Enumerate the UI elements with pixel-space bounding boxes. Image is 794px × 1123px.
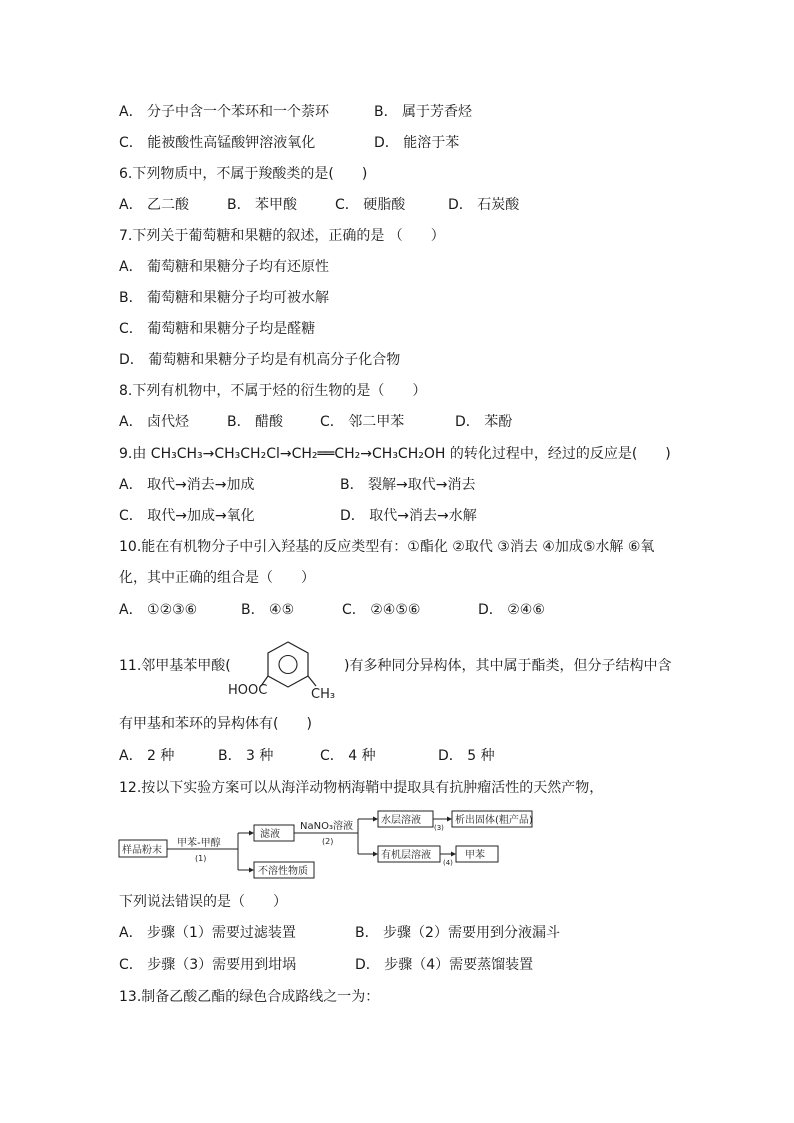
q6-option-a: A． 乙二酸 (119, 197, 190, 213)
q12-question: 下列说法错误的是（ ） (119, 894, 287, 910)
q12-option-a: A． 步骤（1）需要过滤装置 (119, 925, 296, 941)
q5-option-b: B． 属于芳香烃 (374, 104, 473, 120)
label-step4: (4) (443, 859, 453, 867)
q6-option-c: C． 硬脂酸 (335, 197, 406, 213)
q10-option-c: C． ②④⑤⑥ (342, 602, 421, 618)
q5-option-a: A． 分子中含一个苯环和一个萘环 (119, 104, 330, 120)
q8-option-c: C． 邻二甲苯 (320, 414, 405, 430)
label-solid-product: 析出固体(粗产品) (455, 815, 533, 826)
benzene-ring (268, 642, 308, 687)
q9-option-d: D． 取代→消去→水解 (340, 508, 477, 524)
q7-option-a: A． 葡萄糖和果糖分子均有还原性 (119, 259, 330, 275)
q11-stem-after: )有多种同分异构体，其中属于酯类，但分子结构中含 (344, 658, 672, 674)
label-aqueous: 水层溶液 (381, 815, 421, 826)
q10-option-a: A． ①②③⑥ (119, 602, 198, 618)
q8-stem: 8.下列有机物中，不属于烃的衍生物的是（ ） (119, 383, 427, 399)
q10-option-d: D． ②④⑥ (478, 602, 545, 618)
aromatic-circle (279, 656, 297, 674)
bond-methyl (308, 676, 316, 686)
ch3-label: CH₃ (311, 687, 336, 702)
extraction-flow-diagram (118, 806, 533, 882)
q11-option-a: A． 2 种 (119, 748, 175, 764)
arrowhead-organic (373, 852, 378, 857)
q9-stem: 9.由 CH₃CH₃→CH₃CH₂Cl→CH₂══CH₂→CH₃CH₂OH 的转化过程中，经过的反应是( ) (119, 446, 671, 462)
q12-stem: 12.按以下实验方案可以从海洋动物柄海鞘中提取具有抗肿瘤活性的天然产物， (119, 780, 604, 796)
q5-option-d: D． 能溶于苯 (374, 135, 460, 151)
arrowhead-insoluble (249, 868, 254, 873)
label-sample-powder: 样品粉末 (122, 845, 162, 856)
q11-option-c: C． 4 种 (320, 748, 376, 764)
q9-option-c: C． 取代→加成→氧化 (119, 508, 255, 524)
label-reagent2: NaNO₃溶液 (300, 821, 353, 832)
q9-option-a: A． 取代→消去→加成 (119, 477, 255, 493)
q10-stem-line1: 10.能在有机物分子中引入羟基的反应类型有：①酯化 ②取代 ③消去 ④加成⑤水解 ⑥氧 (119, 539, 655, 555)
arrowhead-filtrate (249, 831, 254, 836)
label-organic: 有机层溶液 (381, 850, 431, 861)
q10-stem-line2: 化，其中正确的组合是（ ） (119, 570, 315, 586)
arrowhead-step4 (451, 852, 456, 857)
q6-stem: 6.下列物质中，不属于羧酸类的是( ) (119, 166, 368, 182)
q12-option-b: B． 步骤（2）需要用到分液漏斗 (355, 925, 560, 941)
q8-option-b: B． 醋酸 (227, 414, 284, 430)
q8-option-d: D． 苯酚 (455, 414, 513, 430)
q7-option-c: C． 葡萄糖和果糖分子均是醛糖 (119, 321, 316, 337)
q12-option-c: C． 步骤（3）需要用到坩埚 (119, 957, 297, 973)
arrowhead-aqueous (373, 817, 378, 822)
q11-stem-line2: 有甲基和苯环的异构体有( ) (119, 716, 312, 732)
q13-stem: 13.制备乙酸乙酯的绿色合成路线之一为： (119, 989, 380, 1005)
label-insoluble: 不溶性物质 (258, 866, 308, 877)
q8-option-a: A． 卤代烃 (119, 414, 190, 430)
label-step2: (2) (322, 837, 334, 846)
q12-option-d: D． 步骤（4）需要蒸馏装置 (355, 957, 534, 973)
q11-option-d: D． 5 种 (438, 748, 495, 764)
hooc-label: HOOC (228, 683, 268, 698)
q5-option-c: C． 能被酸性高锰酸钾溶液氧化 (119, 135, 316, 151)
label-step1: (1) (195, 854, 207, 863)
q11-option-b: B． 3 种 (218, 748, 274, 764)
q10-option-b: B． ④⑤ (241, 602, 295, 618)
label-reagent1: 甲苯-甲醇 (177, 838, 221, 849)
q9-option-b: B． 裂解→取代→消去 (340, 477, 476, 493)
q7-option-b: B． 葡萄糖和果糖分子均可被水解 (119, 290, 330, 306)
q7-stem: 7.下列关于葡萄糖和果糖的叙述，正确的是 （ ） (119, 228, 445, 244)
q6-option-d: D． 石炭酸 (448, 197, 520, 213)
o-methylbenzoic-acid-structure (226, 636, 344, 700)
label-toluene: 甲苯 (465, 850, 485, 861)
label-step3: (3) (434, 824, 444, 832)
q11-stem-before: 11.邻甲基苯甲酸( (119, 658, 231, 674)
q7-option-d: D． 葡萄糖和果糖分子均是有机高分子化合物 (119, 352, 401, 368)
arrowhead-step3 (447, 817, 452, 822)
label-filtrate: 滤液 (260, 829, 280, 840)
q6-option-b: B． 苯甲酸 (227, 197, 298, 213)
